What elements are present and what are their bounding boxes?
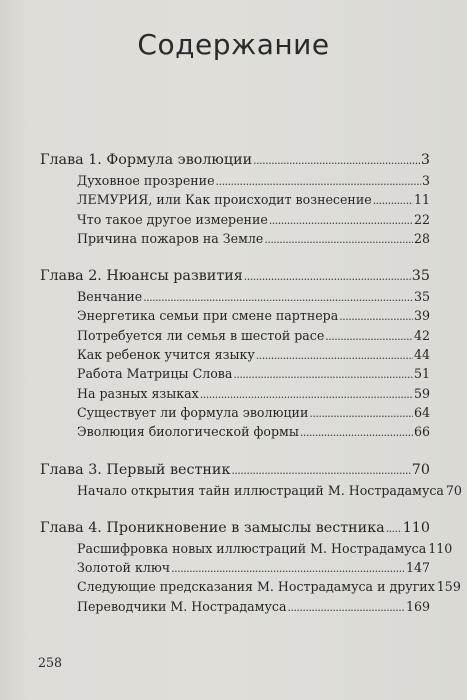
section-title: Энергетика семьи при смене партнера: [77, 308, 339, 324]
section-entry: [40, 210, 430, 229]
leader-dots: [200, 384, 413, 404]
chapter-heading: [40, 266, 430, 287]
section-title: На разных языках: [77, 385, 199, 401]
section-entry: [40, 190, 430, 209]
section-title: Начало открытия тайн иллюстраций М. Нострадамуса: [77, 482, 444, 498]
leader-dots: [373, 190, 413, 210]
page-number: 44: [413, 347, 430, 363]
page-number: 70: [445, 482, 462, 498]
section-entry: [40, 229, 430, 248]
section-title: Переводчики М. Нострадамуса: [77, 598, 287, 614]
section-entry: [40, 403, 430, 422]
leader-dots: [309, 403, 413, 423]
section-title: Расшифровка новых иллюстраций М. Нострадамуса: [77, 540, 427, 556]
page-number: 22: [413, 211, 430, 227]
chapter-title: Глава 3. Первый вестник: [40, 461, 231, 478]
section-entry: [40, 287, 430, 306]
section-entry: [40, 481, 462, 500]
chapter-4: [40, 518, 461, 616]
section-entry: [40, 306, 430, 325]
section-title: ЛЕМУРИЯ, или Как происходит вознесение: [77, 192, 372, 208]
section-entry: [40, 171, 430, 190]
leader-dots: [244, 266, 411, 287]
chapter-heading: [40, 150, 430, 171]
section-entry: [40, 422, 430, 441]
leader-dots: [264, 229, 413, 249]
leader-dots: [287, 597, 405, 617]
page-number: 59: [413, 385, 430, 401]
leader-dots: [171, 558, 405, 578]
leader-dots: [339, 306, 413, 326]
table-of-contents: [40, 150, 462, 634]
page-number: 3: [420, 152, 430, 168]
section-title: Следующие предсказания М. Нострадамуса и других: [77, 579, 435, 595]
section-entry: [40, 384, 430, 403]
page-number: 110: [428, 540, 453, 556]
page-number: 159: [436, 579, 461, 595]
section-title: Золотой ключ: [77, 560, 171, 576]
page-number: 11: [413, 192, 430, 208]
section-entry: [40, 364, 430, 383]
page-number: 35: [411, 268, 430, 285]
chapter-3: [40, 460, 462, 500]
leader-dots: [231, 460, 410, 481]
page-number: 64: [413, 404, 430, 420]
section-title: Духовное прозрение: [77, 173, 215, 188]
page-title: Содержание: [137, 28, 330, 61]
section-entry: [40, 326, 430, 345]
section-title: Потребуется ли семья в шестой расе: [77, 327, 325, 343]
page-number: 35: [413, 289, 430, 305]
leader-dots: [325, 326, 413, 346]
chapter-1: [40, 150, 430, 248]
section-entry: [40, 345, 430, 364]
page-number: 110: [402, 519, 430, 536]
page-number: 28: [413, 230, 430, 246]
section-title: Существует ли формула эволюции: [77, 404, 309, 420]
page-number: 147: [405, 560, 430, 576]
section-title: Что такое другое измерение: [77, 211, 268, 227]
section-title: Работа Матрицы Слова: [77, 366, 233, 382]
leader-dots: [143, 287, 413, 307]
page-number: 3: [421, 173, 430, 188]
page-number: 70: [411, 461, 430, 478]
leader-dots: [256, 345, 413, 365]
leader-dots: [269, 210, 413, 230]
section-title: Эволюция биологической формы: [77, 424, 299, 440]
section-title: Как ребенок учится языку: [77, 347, 255, 363]
chapter-2: [40, 266, 430, 441]
page-number: 169: [405, 598, 430, 614]
leader-dots: [253, 150, 420, 171]
leader-dots: [300, 422, 413, 442]
chapter-title: Глава 4. Проникновение в замыслы вестника: [40, 519, 385, 536]
leader-dots: [386, 518, 402, 539]
section-entry: [40, 539, 453, 558]
section-title: Причина пожаров на Земле: [77, 230, 264, 246]
chapter-title: Глава 2. Нюансы развития: [40, 268, 243, 285]
chapter-heading: [40, 518, 430, 539]
chapter-title: Глава 1. Формула эволюции: [40, 152, 253, 168]
page-number: 42: [413, 327, 430, 343]
folio-page-number: 258: [38, 655, 63, 670]
page-number: 39: [413, 308, 430, 324]
leader-dots: [233, 364, 413, 384]
page-number: 51: [413, 366, 430, 382]
section-title: Венчание: [77, 289, 143, 305]
section-entry: [40, 597, 430, 616]
section-entry: [40, 577, 461, 596]
chapter-heading: [40, 460, 430, 481]
section-entry: [40, 558, 430, 577]
leader-dots: [216, 171, 421, 191]
page-number: 66: [413, 424, 430, 440]
